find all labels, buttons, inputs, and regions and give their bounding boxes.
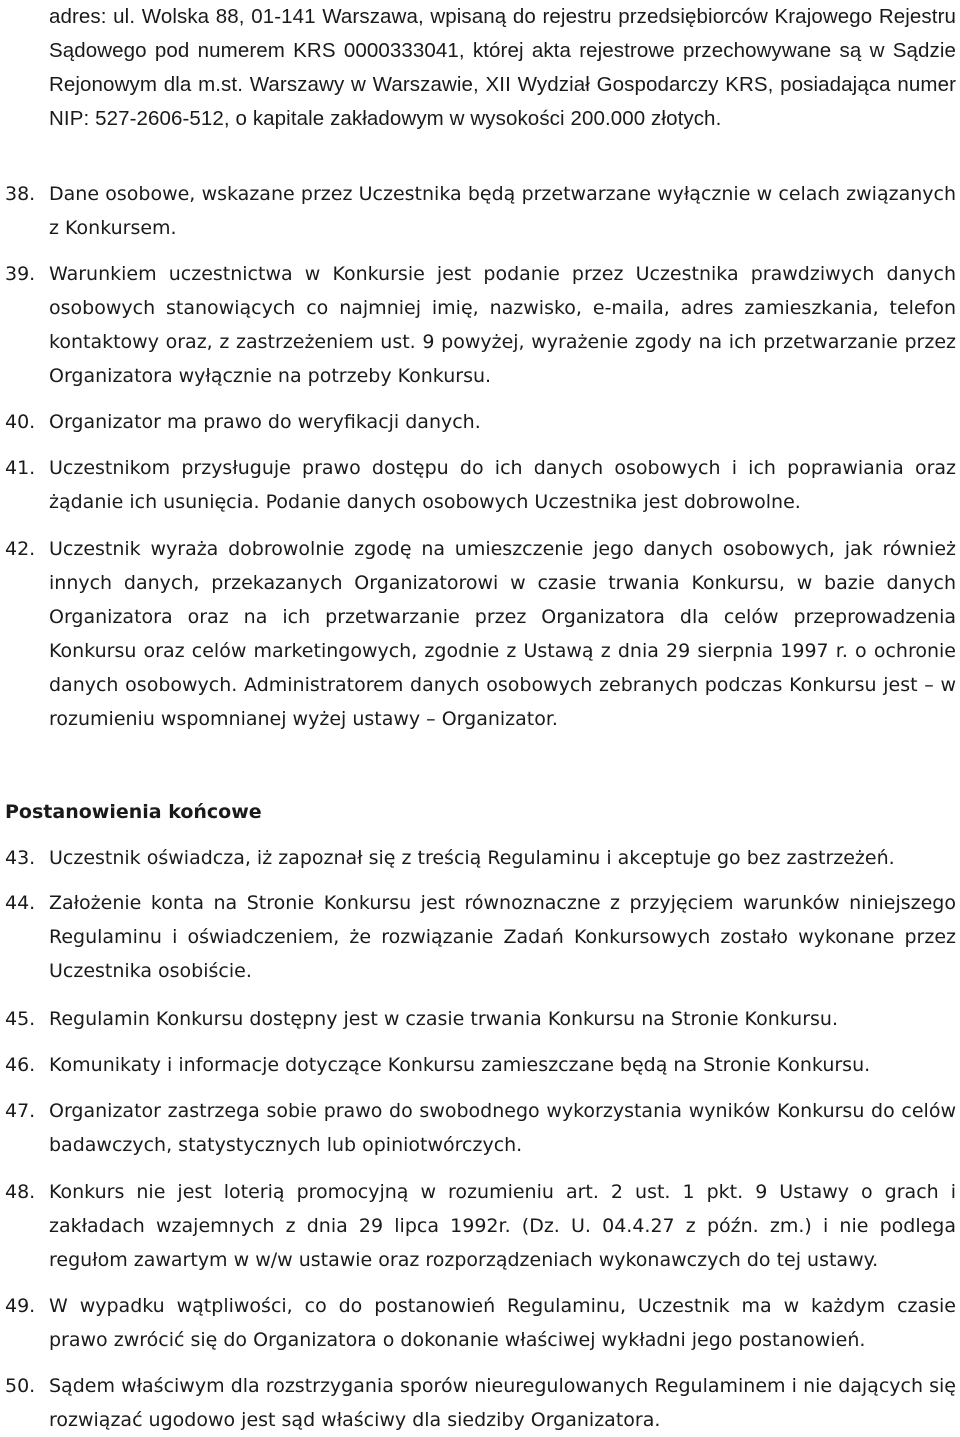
list-item [0,1048,956,1082]
item-number: 40. [5,411,36,433]
list-item [0,405,956,439]
item-number: 39. [5,263,36,285]
item-text: Sądem właściwym dla rozstrzygania sporów nieuregulowanych Regulaminem i nie dających się rozwiązać ugodowo jest sąd właściwy dla siedziby Organizatora. [49,1375,956,1431]
item-number: 47. [5,1100,36,1122]
item-number: 48. [5,1181,36,1203]
item-number: 50. [5,1375,36,1397]
list-item [0,177,956,245]
list-item [0,1289,956,1357]
item-text: Uczestnik wyraża dobrowolnie zgodę na umieszczenie jego danych osobowych, jak również innych danych, przekazanych Organizatorowi w czasie trwania Konkursu, w bazie danych Organizatora oraz na ich przetwarzanie przez Organizatora dla celów przeprowadzenia Konkursu oraz celów marketingowych, zgodnie z Ustawą z dnia 29 sierpnia 1997 r. o ochronie danych osobowych. Administratorem danych osobowych zebranych podczas Konkursu jest – w rozumieniu wspomnianej wyżej ustawy – Organizator. [49,538,956,730]
item-text: Organizator zastrzega sobie prawo do swobodnego wykorzystania wyników Konkursu do celów badawczych, statystycznych lub opiniotwórczych. [49,1100,956,1156]
item-text: Uczestnikom przysługuje prawo dostępu do ich danych osobowych i ich poprawiania oraz żądanie ich usunięcia. Podanie danych osobowych Uczestnika jest dobrowolne. [49,457,956,513]
list-item [0,886,956,988]
item-number: 38. [5,183,36,205]
list-item [0,1369,956,1437]
list-item [0,1094,956,1162]
list-item [0,841,956,875]
list-item [0,532,956,736]
item-number: 46. [5,1054,36,1076]
list-item [0,1175,956,1277]
item-number: 44. [5,892,36,914]
item-text: Założenie konta na Stronie Konkursu jest równoznaczne z przyjęciem warunków niniejszego Regulaminu i oświadczeniem, że rozwiązanie Zadań Konkursowych zostało wykonane przez Uczestnika osobiście. [49,892,956,982]
item-text: Konkurs nie jest loterią promocyjną w rozumieniu art. 2 ust. 1 pkt. 9 Ustawy o grach i zakładach wzajemnych z dnia 29 lipca 1992r. (Dz. U. 04.4.27 z późn. zm.) i nie podlega regułom zawartym w w/w ustawie oraz rozporządzeniach wykonawczych do tej ustawy. [49,1181,956,1271]
item-number: 41. [5,457,36,479]
item-text: W wypadku wątpliwości, co do postanowień Regulaminu, Uczestnik ma w każdym czasie prawo zwrócić się do Organizatora o dokonanie właściwej wykładni jego postanowień. [49,1295,956,1351]
item-text: Komunikaty i informacje dotyczące Konkursu zamieszczane będą na Stronie Konkursu. [49,1054,871,1076]
list-item [0,1002,956,1036]
item-number: 43. [5,847,36,869]
item-text: Organizator ma prawo do weryfikacji danych. [49,411,481,433]
item-number: 49. [5,1295,36,1317]
item-number: 42. [5,538,36,560]
item-text: Warunkiem uczestnictwa w Konkursie jest podanie przez Uczestnika prawdziwych danych osobowych stanowiących co najmniej imię, nazwisko, e-maila, adres zamieszkania, telefon kontaktowy oraz, z zastrzeżeniem ust. 9 powyżej, wyrażenie zgody na ich przetwarzanie przez Organizatora wyłącznie na potrzeby Konkursu. [49,263,956,387]
list-item [0,451,956,519]
list-item [0,257,956,393]
item-text: Uczestnik oświadcza, iż zapoznał się z treścią Regulaminu i akceptuje go bez zastrzeżeń. [49,847,895,869]
intro-paragraph: adres: ul. Wolska 88, 01-141 Warszawa, wpisaną do rejestru przedsiębiorców Krajowego Rejestru Sądowego pod numerem KRS 0000333041, której akta rejestrowe przechowywane są w Sądzie Rejonowym dla m.st. Warszawy w Warszawie, XII Wydział Gospodarczy KRS, posiadająca numer NIP: 527-2606-512, o kapitale zakładowym w wysokości 200.000 złotych. [49,5,956,130]
item-text: Regulamin Konkursu dostępny jest w czasie trwania Konkursu na Stronie Konkursu. [49,1008,838,1030]
item-number: 45. [5,1008,36,1030]
item-text: Dane osobowe, wskazane przez Uczestnika będą przetwarzane wyłącznie w celach związanych z Konkursem. [49,183,956,239]
section-heading: Postanowienia końcowe [5,801,262,823]
